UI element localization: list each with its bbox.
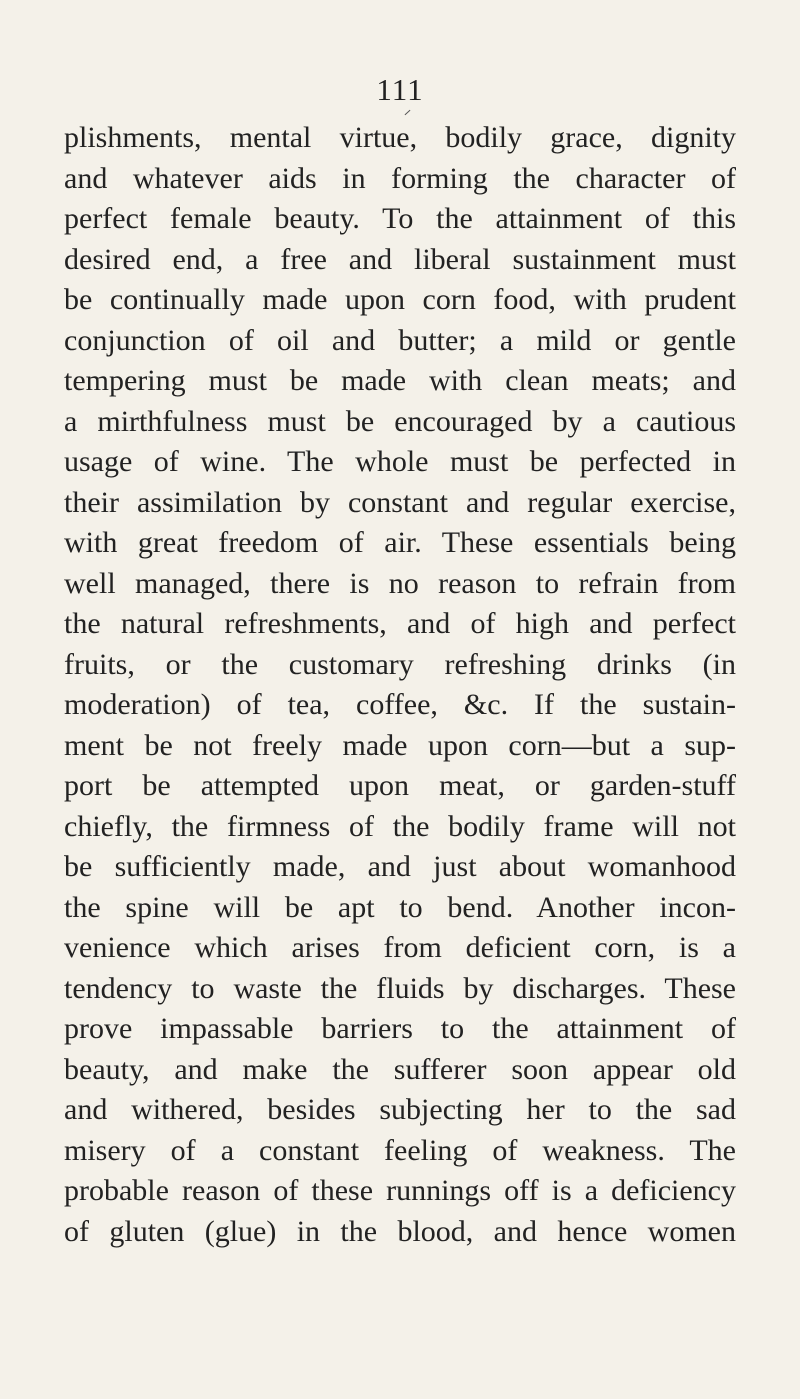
page-number: 111 [376,72,424,107]
text-line: and whatever aids in forming the character of [64,161,736,195]
text-line: of gluten (glue) in the blood, and hence women [64,1214,736,1248]
text-line: the natural refreshments, and of high and perfect [64,607,736,640]
text-line: prove impassable barriers to the attainment of [64,1012,736,1045]
text-line: with great freedom of air. These essentials being [64,526,736,559]
text-line: be sufficiently made, and just about womanhood [64,850,736,883]
text-line: fruits, or the customary refreshing drinks (in [64,647,736,681]
text-line: misery of a constant feeling of weakness. The [64,1133,736,1167]
text-line: probable reason of these runnings off is a deficiency [64,1174,736,1207]
text-line: the spine will be apt to bend. Another incon- [64,890,736,924]
text-line: their assimilation by constant and regular exercise, [64,485,736,519]
text-line: plishments, mental virtue, bodily grace, dignity [64,121,736,154]
text-line: beauty, and make the sufferer soon appear old [64,1052,736,1086]
text-line: perfect female beauty. To the attainment of this [64,202,736,235]
text-line: moderation) of tea, coffee, &c. If the sustain- [64,688,736,721]
text-line: be continually made upon corn food, with prudent [64,283,736,316]
text-line: tempering must be made with clean meats; and [64,364,736,397]
text-line: usage of wine. The whole must be perfected in [64,445,736,478]
text-line: ment be not freely made upon corn—but a sup- [64,728,736,762]
text-line: tendency to waste the fluids by discharges. These [64,971,736,1005]
text-line: chiefly, the firmness of the bodily frame will not [64,809,736,843]
text-line: and withered, besides subjecting her to the sad [64,1093,736,1126]
text-line: port be attempted upon meat, or garden-stuff [64,769,736,802]
printer-mark [405,110,411,115]
body-text [64,118,736,1252]
text-line: a mirthfulness must be encouraged by a cautious [64,404,736,438]
text-line: conjunction of oil and butter; a mild or gentle [64,323,736,357]
text-line: desired end, a free and liberal sustainment must [64,242,736,276]
text-line: venience which arises from deficient corn, is a [64,931,736,964]
text-line: well managed, there is no reason to refrain from [64,566,736,600]
